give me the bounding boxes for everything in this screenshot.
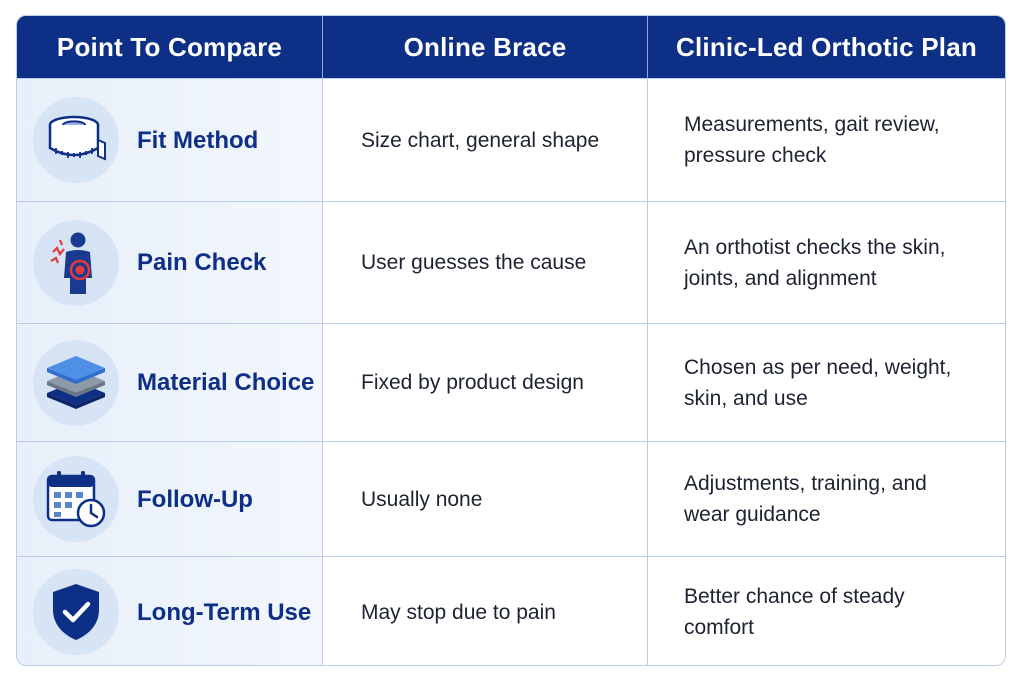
clinic-text: [684, 468, 927, 530]
online-text: Fixed by product design: [361, 371, 584, 394]
online-cell: [322, 324, 647, 441]
point-label: Follow-Up: [137, 485, 253, 513]
point-label: Material Choice: [137, 369, 315, 396]
clinic-line: wear guidance: [684, 503, 821, 526]
table-row-fit-method: [17, 78, 1005, 201]
header-online-brace: Online Brace: [322, 16, 647, 78]
point-cell: [17, 324, 322, 441]
point-cell: [17, 557, 322, 666]
clinic-cell: [647, 202, 1005, 323]
clinic-cell: [647, 79, 1005, 201]
clinic-cell: [647, 442, 1005, 556]
shield-check-icon: [50, 582, 102, 642]
icon-badge: [33, 220, 119, 306]
online-cell: [322, 442, 647, 556]
online-cell: [322, 79, 647, 201]
measuring-tape-icon: [45, 112, 107, 168]
clinic-line: comfort: [684, 616, 755, 639]
clinic-line: Chosen as per need, weight,: [684, 355, 952, 379]
clinic-line: Better chance of steady: [684, 585, 905, 608]
material-layers-icon: [43, 353, 109, 413]
table-row-material-choice: [17, 323, 1005, 441]
table-row-pain-check: [17, 201, 1005, 323]
clinic-text: [684, 581, 905, 643]
point-label: Fit Method: [137, 126, 259, 154]
table-row-follow-up: [17, 441, 1005, 556]
clinic-line: An orthotist checks the skin,: [684, 235, 946, 259]
clinic-text: [684, 109, 940, 171]
icon-badge: [33, 569, 119, 655]
comparison-table: [16, 15, 1006, 666]
table-header: [17, 16, 1005, 78]
clinic-text: [684, 352, 951, 414]
point-cell: [17, 79, 322, 201]
clinic-line: Adjustments, training, and: [684, 472, 927, 495]
clinic-line: Measurements, gait review,: [684, 113, 940, 136]
point-cell: [17, 202, 322, 323]
point-label: Long-Term Use: [137, 598, 312, 626]
icon-badge: [33, 456, 119, 542]
icon-badge: [33, 340, 119, 426]
online-cell: [322, 202, 647, 323]
clinic-line: skin, and use: [684, 386, 808, 410]
calendar-clock-icon: [44, 468, 108, 530]
clinic-cell: [647, 557, 1005, 666]
header-point-to-compare: Point To Compare: [56, 31, 283, 62]
clinic-text: [684, 232, 945, 294]
clinic-line: pressure check: [684, 144, 827, 167]
online-text: Size chart, general shape: [361, 128, 600, 152]
body-pain-icon: [46, 230, 106, 296]
table-row-long-term-use: [17, 556, 1005, 666]
online-text: Usually none: [361, 487, 483, 511]
clinic-line: joints, and alignment: [684, 266, 877, 290]
point-label: Pain Check: [137, 249, 267, 276]
icon-badge: [33, 97, 119, 183]
clinic-cell: [647, 324, 1005, 441]
point-cell: [17, 442, 322, 556]
online-cell: [322, 557, 647, 666]
header-clinic-plan: Clinic-Led Orthotic Plan: [647, 16, 1005, 78]
online-text: May stop due to pain: [361, 600, 556, 624]
online-text: User guesses the cause: [361, 251, 587, 274]
